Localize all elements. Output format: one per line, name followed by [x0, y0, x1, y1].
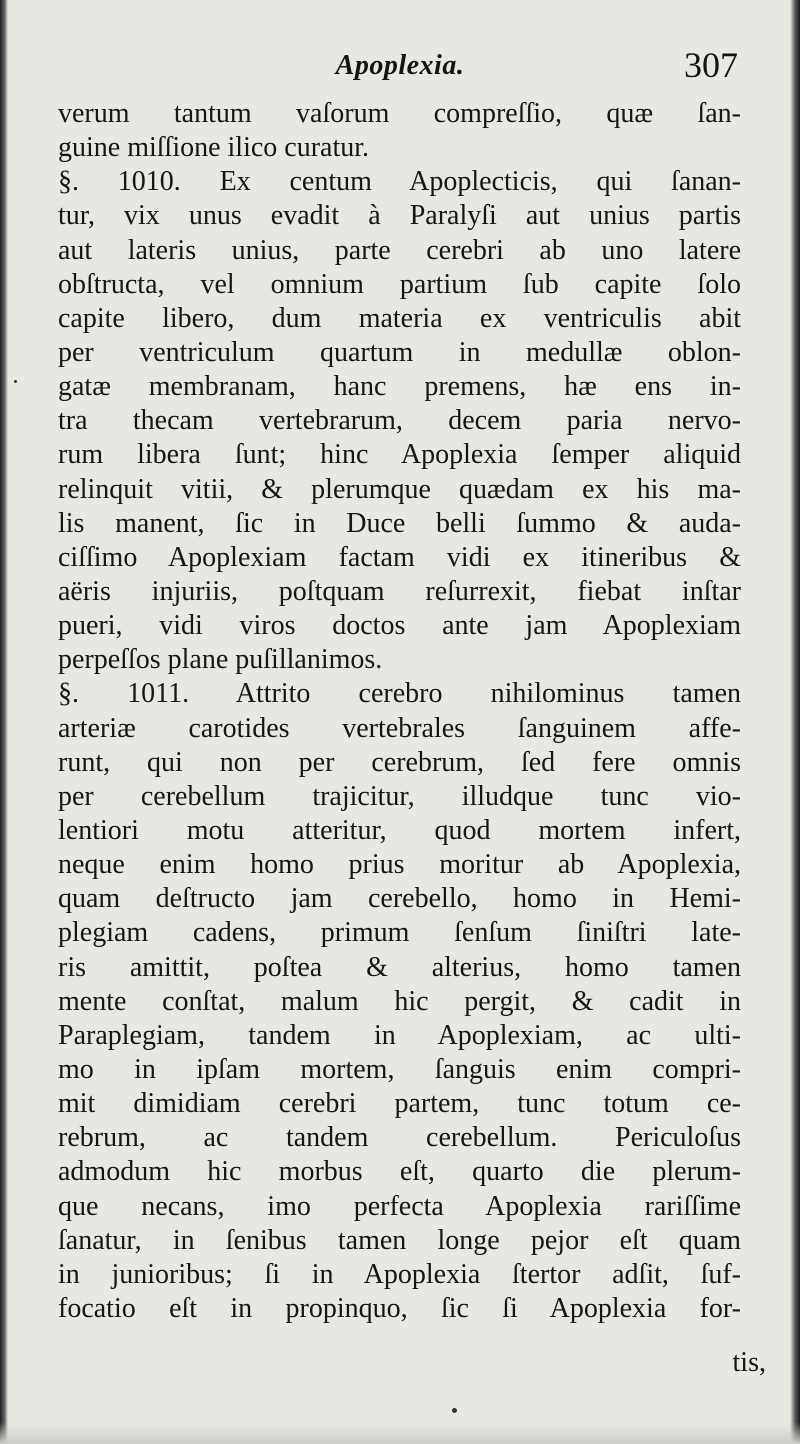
text-line: lis manent, ſic in Duce belli ſummo & auda- — [58, 507, 741, 539]
body-text — [58, 97, 741, 1326]
text-line: admodum hic morbus eſt, quarto die plerum- — [58, 1156, 741, 1188]
text-line: ciſſimo Apoplexiam factam vidi ex itineribus & — [58, 541, 741, 573]
scan-speck — [14, 380, 17, 383]
text-line: guine miſſione ilico curatur. — [58, 132, 370, 164]
page-number: 307 — [684, 45, 738, 85]
text-line: quam deſtructo jam cerebello, homo in Hemi- — [58, 883, 741, 915]
text-line: lentiori motu atteritur, quod mortem infert, — [58, 814, 741, 846]
text-line: ſanatur, in ſenibus tamen longe pejor eſt quam — [58, 1224, 741, 1256]
text-line: obſtructa, vel omnium partium ſub capite ſolo — [58, 268, 741, 300]
text-line: gatæ membranam, hanc premens, hæ ens in- — [58, 371, 741, 403]
text-line: in junioribus; ſi in Apoplexia ſtertor adſit, ſuf- — [58, 1258, 741, 1290]
text-line: verum tantum vaſorum compreſſio, quæ ſan- — [58, 98, 741, 129]
text-line: aut lateris unius, parte cerebri ab uno latere — [58, 234, 741, 266]
bottom-scan-edge — [0, 1422, 800, 1444]
text-line: ris amittit, poſtea & alterius, homo tamen — [58, 951, 741, 983]
text-line: tra thecam vertebrarum, decem paria nervo- — [58, 405, 741, 437]
catchword: tis, — [732, 1347, 766, 1378]
text-line: mo in ipſam mortem, ſanguis enim compri- — [58, 1053, 741, 1085]
text-line: §. 1011. Attrito cerebro nihilominus tamen — [58, 678, 741, 710]
text-line: pueri, vidi viros doctos ante jam Apoplexiam — [58, 610, 741, 642]
text-line: rum libera ſunt; hinc Apoplexia ſemper aliquid — [58, 439, 741, 471]
text-line: capite libero, dum materia ex ventriculis abit — [58, 302, 741, 334]
text-line: relinquit vitii, & plerumque quædam ex his ma- — [58, 473, 741, 505]
text-line: per cerebellum trajicitur, illudque tunc vio- — [58, 780, 741, 812]
text-line: mit dimidiam cerebri partem, tunc totum ce- — [58, 1088, 741, 1120]
text-line: arteriæ carotides vertebrales ſanguinem affe- — [58, 712, 741, 744]
text-line: plegiam cadens, primum ſenſum ſiniſtri late- — [58, 917, 741, 949]
text-line: rebrum, ac tandem cerebellum. Periculoſus — [58, 1122, 741, 1154]
scan-speck — [452, 1408, 457, 1413]
text-line: per ventriculum quartum in medullæ oblon- — [58, 336, 741, 368]
text-line: que necans, imo perfecta Apoplexia rariſſime — [58, 1190, 741, 1222]
right-scan-edge — [790, 0, 800, 1444]
text-line: mente conſtat, malum hic pergit, & cadit in — [58, 985, 741, 1017]
text-line: §. 1010. Ex centum Apoplecticis, qui ſanan- — [58, 166, 741, 198]
text-line: Paraplegiam, tandem in Apoplexiam, ac ulti- — [58, 1019, 741, 1051]
text-line: perpeſſos plane puſillanimos. — [58, 644, 383, 676]
left-scan-edge — [0, 0, 8, 1444]
text-line: neque enim homo prius moritur ab Apoplexia, — [58, 849, 741, 881]
text-line: runt, qui non per cerebrum, ſed fere omnis — [58, 746, 741, 778]
text-line: focatio eſt in propinquo, ſic ſi Apoplexia for- — [58, 1292, 741, 1324]
text-line: tur, vix unus evadit à Paralyſi aut unius partis — [58, 200, 741, 232]
running-header-title: Apoplexia. — [335, 50, 465, 81]
text-line: aëris injuriis, poſtquam reſurrexit, fiebat inſtar — [58, 575, 741, 607]
